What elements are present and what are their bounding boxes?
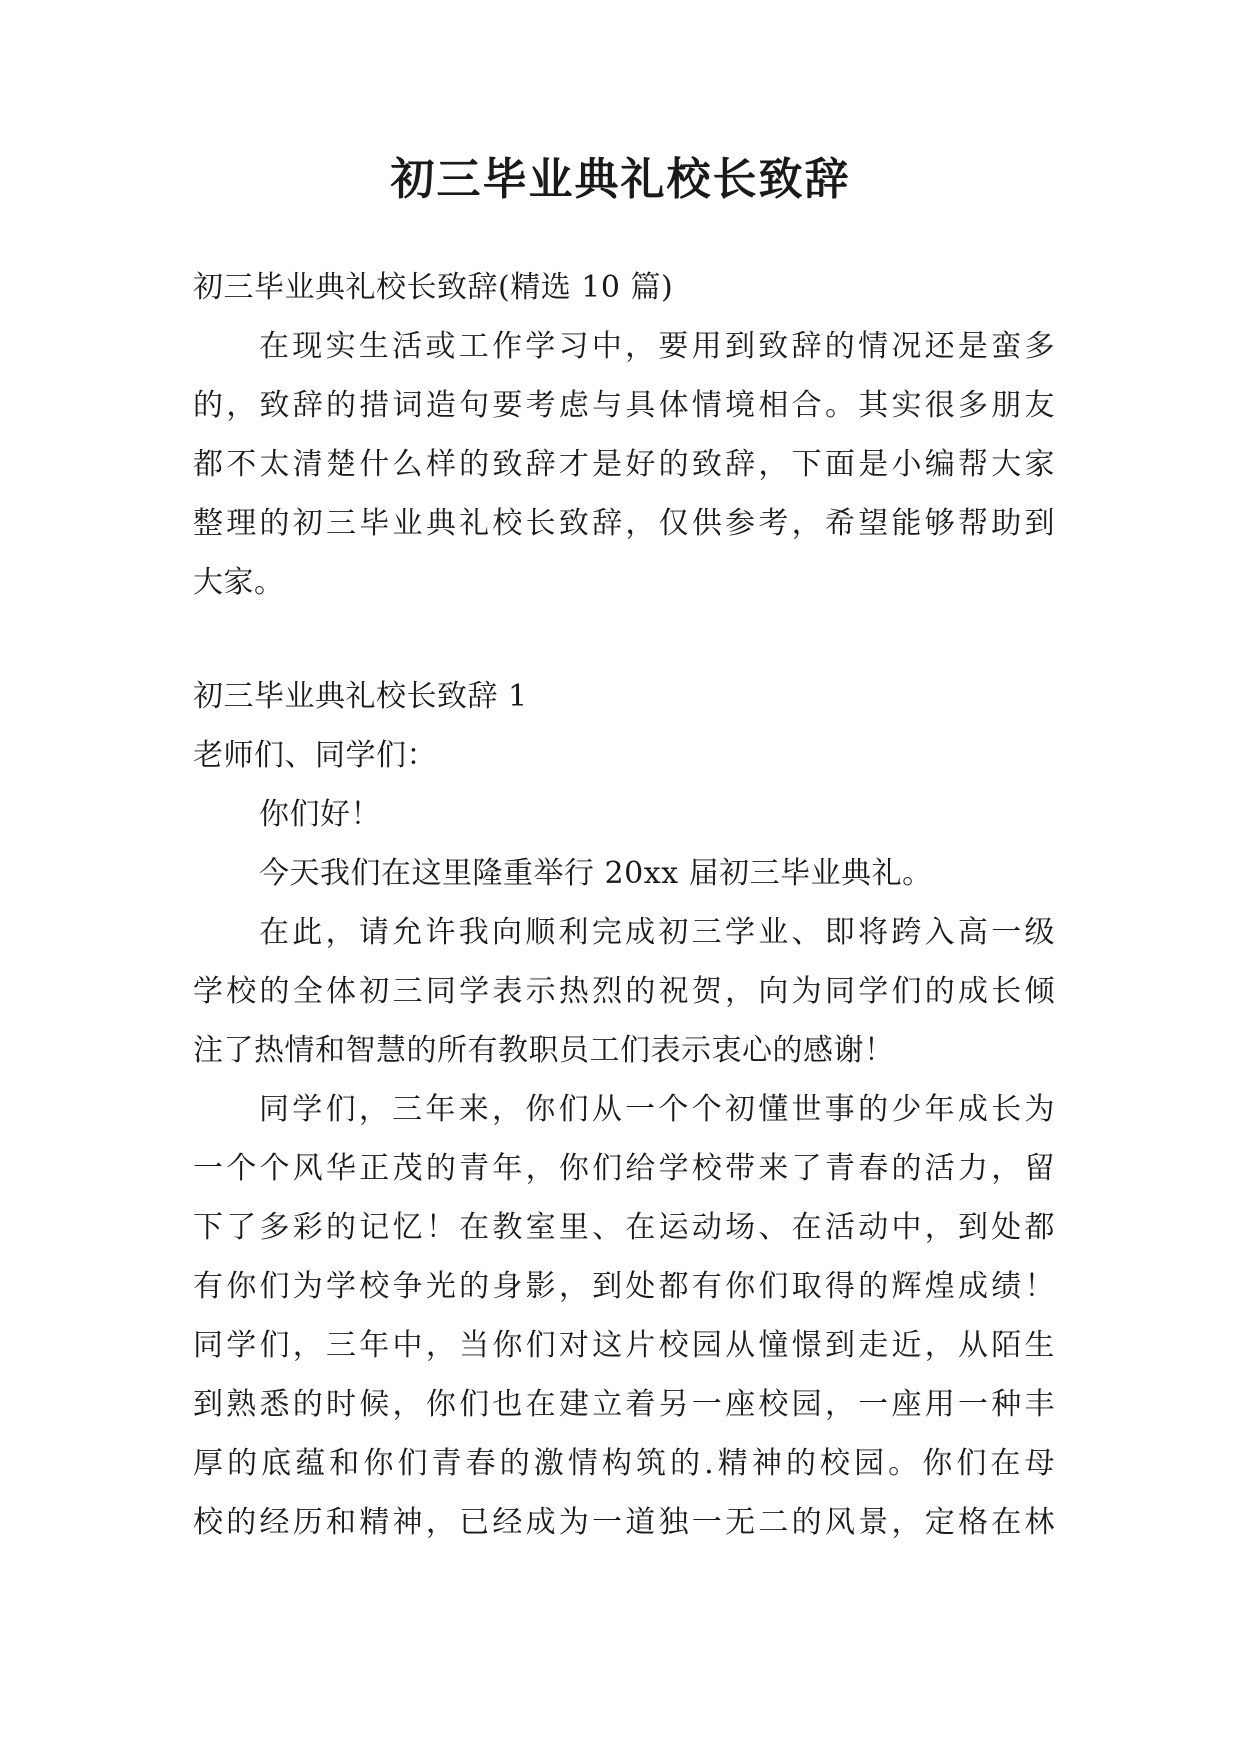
paragraph-1: 今天我们在这里隆重举行 20xx 届初三毕业典礼。 xyxy=(259,856,933,891)
intro-line: 大家。 xyxy=(193,565,285,600)
paragraph-line: 一个个风华正茂的青年，你们给学校带来了青春的活力，留 xyxy=(193,1151,1055,1186)
paragraph-line: 厚的底蕴和你们青春的激情构筑的.精神的校园。你们在母 xyxy=(193,1446,1055,1481)
subtitle: 初三毕业典礼校长致辞(精选 10 篇) xyxy=(193,270,674,305)
paragraph-line: 下了多彩的记忆！在教室里、在运动场、在活动中，到处都 xyxy=(193,1210,1055,1245)
salutation: 老师们、同学们： xyxy=(193,738,437,773)
intro-paragraph xyxy=(193,317,1055,612)
paragraph-line: 学校的全体初三同学表示热烈的祝贺，向为同学们的成长倾 xyxy=(193,974,1055,1009)
intro-line: 的，致辞的措词造句要考虑与具体情境相合。其实很多朋友 xyxy=(193,388,1055,423)
paragraph-line: 同学们，三年中，当你们对这片校园从憧憬到走近，从陌生 xyxy=(193,1328,1055,1363)
paragraph-2 xyxy=(193,903,1055,1080)
paragraph-3 xyxy=(193,1080,1055,1552)
document-title: 初三毕业典礼校长致辞 xyxy=(390,154,851,205)
document-body xyxy=(193,258,1055,1552)
section-heading: 初三毕业典礼校长致辞 1 xyxy=(193,679,528,714)
greeting: 你们好！ xyxy=(259,797,381,832)
paragraph-line: 校的经历和精神，已经成为一道独一无二的风景，定格在林 xyxy=(193,1505,1055,1540)
paragraph-line: 注了热情和智慧的所有教职员工们表示衷心的感谢！ xyxy=(193,1033,895,1068)
section-spacer xyxy=(193,612,1055,667)
paragraph-line: 到熟悉的时候，你们也在建立着另一座校园，一座用一种丰 xyxy=(193,1387,1055,1422)
intro-line: 都不太清楚什么样的致辞才是好的致辞，下面是小编帮大家 xyxy=(193,447,1055,482)
paragraph-line: 同学们，三年来，你们从一个个初懂世事的少年成长为 xyxy=(259,1092,1055,1127)
intro-line: 整理的初三毕业典礼校长致辞，仅供参考，希望能够帮助到 xyxy=(193,506,1055,541)
paragraph-line: 有你们为学校争光的身影，到处都有你们取得的辉煌成绩！ xyxy=(193,1269,1055,1304)
paragraph-line: 在此，请允许我向顺利完成初三学业、即将跨入高一级 xyxy=(259,915,1055,950)
intro-line: 在现实生活或工作学习中，要用到致辞的情况还是蛮多 xyxy=(259,329,1055,364)
